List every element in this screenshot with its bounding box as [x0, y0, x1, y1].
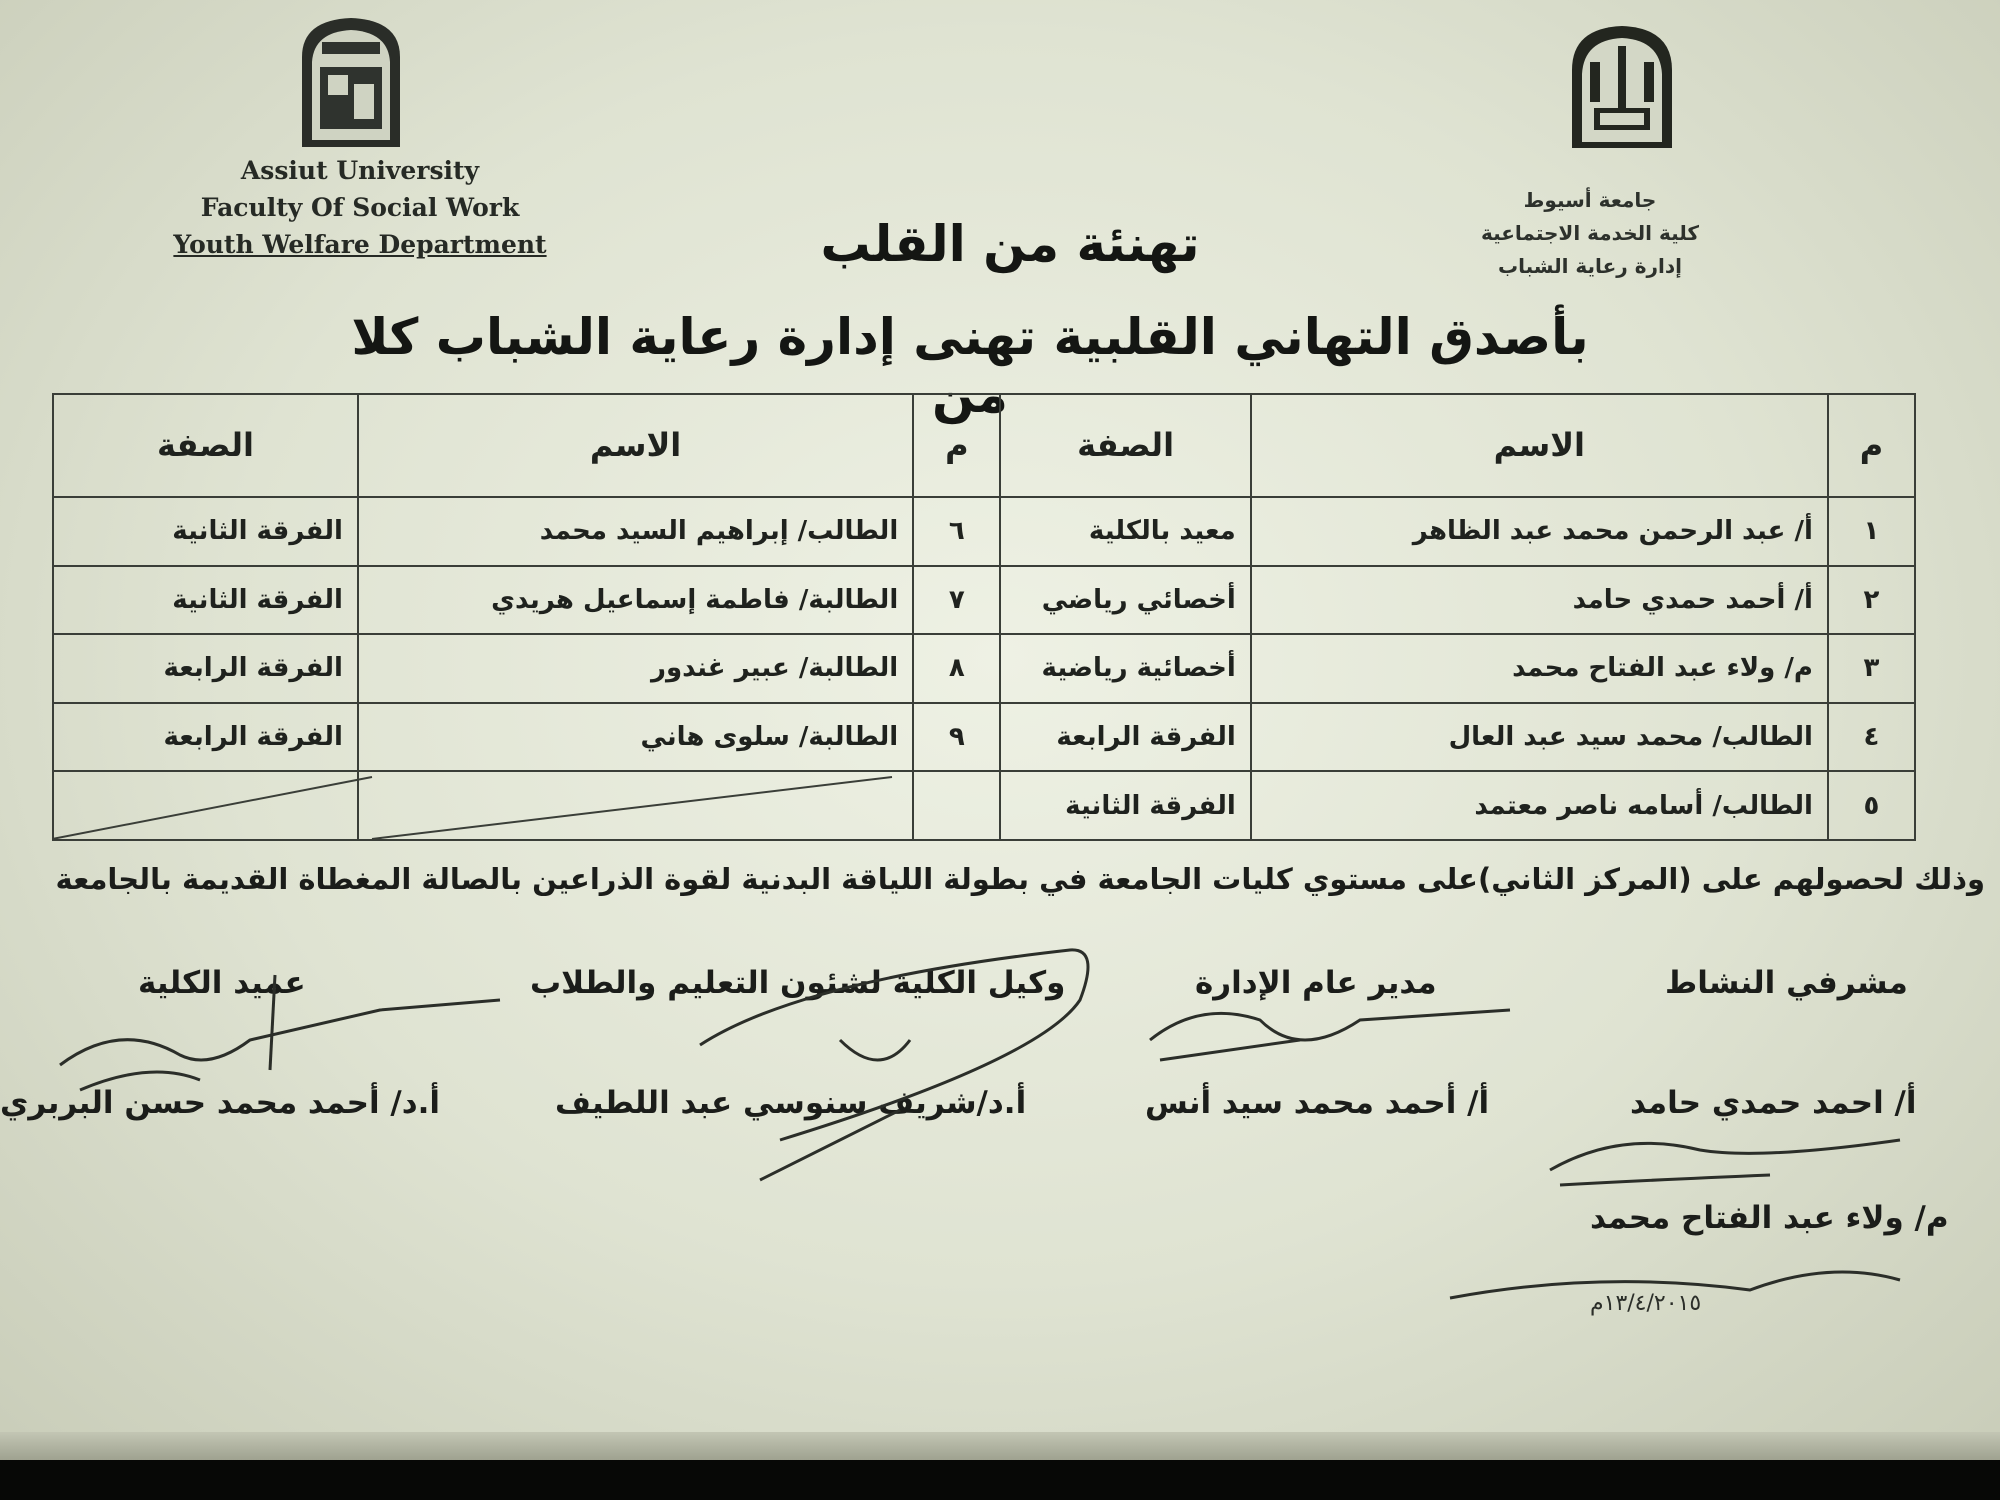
row-role: الفرقة الثانية — [53, 497, 358, 566]
achievement-text: وذلك لحصولهم على (المركز الثاني)على مستوي كليات الجامعة في بطولة اللياقة البدنية لقوة الذراعين بالصالة المغطاة القديمة بالجامعة — [55, 862, 1985, 896]
row-name: الطالب/ محمد سيد عبد العال — [1251, 703, 1828, 772]
row-name: الطالب/ أسامه ناصر معتمد — [1251, 771, 1828, 840]
row-role: أخصائية رياضية — [1000, 634, 1250, 703]
row-role: أخصائي رياضي — [1000, 566, 1250, 635]
header-num-left: م — [913, 394, 1000, 497]
row-role: الفرقة الرابعة — [53, 634, 358, 703]
english-university-name: Assiut University — [240, 156, 480, 185]
row-num: ٦ — [913, 497, 1000, 566]
vice-dean-title: وكيل الكلية لشئون التعليم والطلاب — [530, 965, 1066, 1001]
row-num: ١ — [1828, 497, 1915, 566]
dean-title: عميد الكلية — [138, 965, 306, 1001]
handwritten-date: ١٣/٤/٢٠١٥م — [1590, 1291, 1702, 1316]
row-num: ٧ — [913, 566, 1000, 635]
row-role: الفرقة الرابعة — [1000, 703, 1250, 772]
row-role: الفرقة الرابعة — [53, 703, 358, 772]
activity-supervisors-title: مشرفي النشاط — [1665, 965, 1908, 1001]
row-name: الطالبة/ عبير غندور — [358, 634, 913, 703]
header-name-right: الاسم — [1251, 394, 1828, 497]
arabic-faculty-name: كلية الخدمة الاجتماعية — [1480, 221, 1700, 245]
row-num: ٥ — [1828, 771, 1915, 840]
row-num: ٨ — [913, 634, 1000, 703]
page-subtitle: بأصدق التهاني القلبية تهنى إدارة رعاية الشباب كلا من — [351, 308, 1589, 424]
row-num: ٤ — [1828, 703, 1915, 772]
row-name: الطالبة/ سلوى هاني — [358, 703, 913, 772]
row-name: أ/ عبد الرحمن محمد عبد الظاهر — [1251, 497, 1828, 566]
arabic-university-name: جامعة أسيوط — [1523, 188, 1657, 212]
director-name: أ/ أحمد محمد سيد أنس — [1145, 1085, 1490, 1121]
header-role-right: الصفة — [1000, 394, 1250, 497]
row-num: ٢ — [1828, 566, 1915, 635]
row-num: ٣ — [1828, 634, 1915, 703]
vice-dean-name: أ.د/شريف سنوسي عبد اللطيف — [555, 1085, 1027, 1121]
activity-supervisor-2-name: م/ ولاء عبد الفتاح محمد — [1590, 1200, 1949, 1236]
row-role: الفرقة الثانية — [53, 566, 358, 635]
row-role: معيد بالكلية — [1000, 497, 1250, 566]
english-faculty-name: Faculty Of Social Work — [200, 193, 520, 222]
row-name: م/ ولاء عبد الفتاح محمد — [1251, 634, 1828, 703]
row-name: أ/ أحمد حمدي حامد — [1251, 566, 1828, 635]
arabic-department-name: إدارة رعاية الشباب — [1497, 254, 1683, 278]
activity-supervisor-1-name: أ/ احمد حمدي حامد — [1630, 1085, 1917, 1121]
row-name: الطالب/ إبراهيم السيد محمد — [358, 497, 913, 566]
row-role: الفرقة الثانية — [1000, 771, 1250, 840]
header-role-left: الصفة — [53, 394, 358, 497]
page-title: تهنئة من القلب — [820, 215, 1200, 273]
row-num: ٩ — [913, 703, 1000, 772]
english-department-name: Youth Welfare Department — [173, 230, 547, 259]
header-num-right: م — [1828, 394, 1915, 497]
dean-name: أ.د/ أحمد محمد حسن البربري — [0, 1085, 441, 1121]
header-name-left: الاسم — [358, 394, 913, 497]
director-title: مدير عام الإدارة — [1195, 965, 1437, 1001]
row-name: الطالبة/ فاطمة إسماعيل هريدي — [358, 566, 913, 635]
